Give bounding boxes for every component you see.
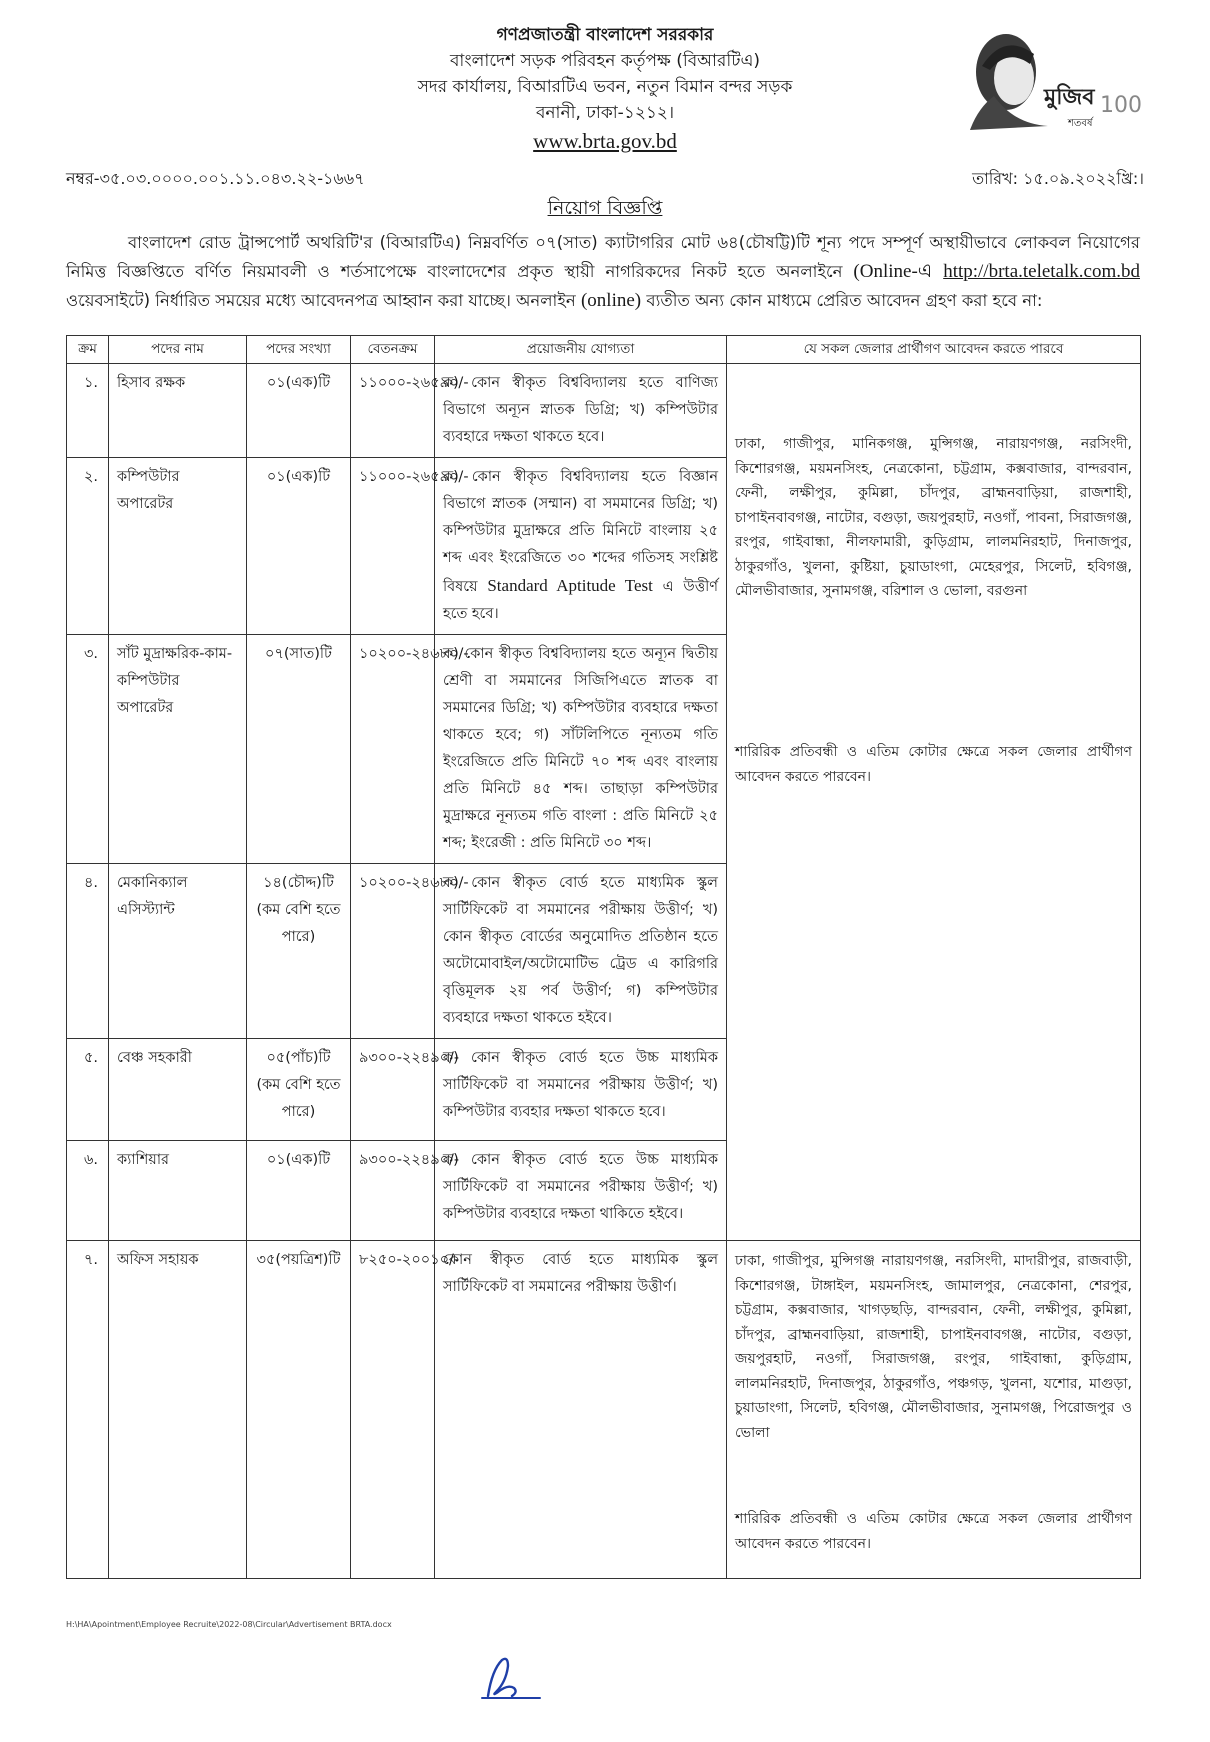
quota-note-2: শারিরিক প্রতিবন্ধী ও এতিম কোটার ক্ষেত্রে সকল জেলার প্রার্থীগণ আবেদন করতে পারবেন।: [735, 1511, 1132, 1552]
districts-list-2: ঢাকা, গাজীপুর, মুন্সিগঞ্জ নারায়ণগঞ্জ, নরসিংদী, মাদারীপুর, রাজবাড়ী, কিশোরগঞ্জ, টাঙ্গাইল, ময়মনসিংহ, জামালপুর, নেত্রকোনা, শেরপুর, চট্টগ্রাম, কক্সবাজার, খাগড়ছড়ি, বান্দরবান, ফেনী, লক্ষীপুর, কুমিল্লা, চাঁদপুর, ব্রাহ্মনবাড়িয়া, রাজশাহী, চাপাইনবাবগঞ্জ, নাটোর, বগুড়া, জয়পুরহাট, নওগাঁ, সিরাজগঞ্জ, রংপুর, গাইবান্ধা, কুড়িগ্রাম, লালমনিরহাট, দিনাজপুর, ঠাকুরগাঁও, পঞ্চগড়, খুলনা, যশোর, মাগুড়া, চুয়াডাংগা, সিলেট, হবিগঞ্জ, মৌলভীবাজার, সুনামগঞ্জ, পিরোজপুর ও ভোলা: [735, 1253, 1132, 1441]
table-header-row: [67, 336, 1141, 364]
row-post: কম্পিউটার অপারেটর: [109, 458, 247, 635]
row-post: ক্যাশিয়ার: [109, 1141, 247, 1241]
row-post: অফিস সহায়ক: [109, 1241, 247, 1579]
row-count: ০১(এক)টি: [247, 364, 351, 458]
row-post: হিসাব রক্ষক: [109, 364, 247, 458]
header-districts: যে সকল জেলার প্রার্থীগণ আবেদন করতে পারবে: [727, 336, 1141, 364]
row-serial: ৭.: [67, 1241, 109, 1579]
intro-text-2: (Online-এ: [853, 261, 933, 282]
memo-number: নম্বর-৩৫.০৩.০০০০.০০১.১১.০৪৩.২২-১৬৬৭: [66, 169, 365, 188]
row-serial: ৫.: [67, 1039, 109, 1141]
header-serial: ক্রম: [67, 336, 109, 364]
row-scale: ৮২৫০-২০০১০/-: [351, 1241, 435, 1579]
qualification-test-name: Standard Aptitude Test: [487, 576, 653, 595]
row-count: ০১(এক)টি: [247, 458, 351, 635]
table-row: [67, 1241, 1141, 1579]
row-scale: ১০২০০-২৪৬৮০/-: [351, 635, 435, 864]
row-scale: ৯৩০০-২২৪৯০/-: [351, 1039, 435, 1141]
header-count: পদের সংখ্যা: [247, 336, 351, 364]
row-post: মেকানিক্যাল এসিস্ট্যান্ট: [109, 864, 247, 1039]
qualification-text: ক) কোন স্বীকৃত বিশ্ববিদ্যালয় হতে বিজ্ঞান বিভাগে স্নাতক (সম্মান) বা সমমানের ডিগ্রি; খ) কম্পিউটার মুদ্রাক্ষরে প্রতি মিনিটে বাংলায় ২৫ শব্দ এবং ইংরেজিতে ৩০ শব্দের গতিসহ সংশ্লিষ্ট বিষয়ে: [443, 469, 718, 595]
row-qualification: ক) কোন স্বীকৃত বোর্ড হতে উচ্চ মাধ্যমিক সার্টিফিকেট বা সমমানের পরীক্ষায় উত্তীর্ণ; খ) কম্পিউটার ব্যবহার দক্ষতা থাকতে হবে।: [435, 1039, 727, 1141]
row-count: ০১(এক)টি: [247, 1141, 351, 1241]
intro-text-3: ওয়েবসাইটে) নির্ধারিত সময়ের মধ্যে আবেদনপত্র আহ্বান করা যাচ্ছে। অনলাইন: [66, 291, 576, 310]
row-count: ১৪(চৌদ্দ)টি (কম বেশি হতে পারে): [247, 864, 351, 1039]
government-name: গণপ্রজাতন্ত্রী বাংলাদেশ সররকার: [496, 25, 714, 45]
logo-text-sub: শতবর্ষ: [1068, 118, 1093, 129]
file-path: H:\HA\Apointment\Employee Recruite\2022-08\Circular\Advertisement BRTA.docx: [66, 1620, 392, 1629]
districts-cell-group-2: [727, 1241, 1141, 1579]
quota-note-1: শারিরিক প্রতিবন্ধী ও এতিম কোটার ক্ষেত্রে সকল জেলার প্রার্থীগণ আবেদন করতে পারবেন।: [735, 744, 1132, 785]
row-qualification: কোন স্বীকৃত বোর্ড হতে মাধ্যমিক স্কুল সার্টিফিকেট বা সমমানের পরীক্ষায় উত্তীর্ণ।: [435, 1241, 727, 1579]
intro-text-1: বাংলাদেশ রোড ট্রান্সপোর্ট অথরিটি'র (বিআরটিএ) নিম্নবর্ণিত ০৭(সাত) ক্যাটাগরির মোট ৬৪(চৌষট্টি)টি শূন্য পদে সম্পূর্ণ অস্থায়ীভাবে লোকবল নিয়োগের নিমিত্ত বিজ্ঞপ্তিতে বর্ণিত নিয়মাবলী ও শর্তসাপেক্ষে বাংলাদেশের প্রকৃত স্থায়ী নাগরিকদের নিকট হতে অনলাইনে: [66, 233, 1140, 281]
row-count: ০৫(পাঁচ)টি (কম বেশি হতে পারে): [247, 1039, 351, 1141]
row-count: ০৭(সাত)টি: [247, 635, 351, 864]
row-post: সাঁট মুদ্রাক্ষরিক-কাম-কম্পিউটার অপারেটর: [109, 635, 247, 864]
signature-icon: [478, 1652, 544, 1706]
logo-text-years: 100: [1100, 93, 1142, 118]
row-qualification: ক) কোন স্বীকৃত বোর্ড হতে মাধ্যমিক স্কুল সার্টিফিকেট বা সমমানের পরীক্ষায় উত্তীর্ণ; খ) কোন স্বীকৃত বোর্ডের অনুমোদিত প্রতিষ্ঠান হতে অটোমোবাইল/অটোমোটিভ ট্রেড এ কারিগরি বৃত্তিমূলক ২য় পর্ব উত্তীর্ণ; গ) কম্পিউটার ব্যবহারে দক্ষতা থাকতে হইবে।: [435, 864, 727, 1039]
row-serial: ৩.: [67, 635, 109, 864]
logo-text-main: মুজিব: [1044, 85, 1095, 110]
row-serial: ২.: [67, 458, 109, 635]
intro-text-5: ব্যতীত অন্য কোন মাধ্যমে প্রেরিত আবেদন গ্রহণ করা হবে না:: [646, 291, 1043, 310]
row-serial: ৬.: [67, 1141, 109, 1241]
address-line-1: সদর কার্যালয়, বিআরটিএ ভবন, নতুন বিমান বন্দর সড়ক: [417, 77, 793, 97]
row-serial: ১.: [67, 364, 109, 458]
row-scale: ৯৩০০-২২৪৯০/-: [351, 1141, 435, 1241]
districts-cell-group-1: [727, 364, 1141, 1241]
authority-name: বাংলাদেশ সড়ক পরিবহন কর্তৃপক্ষ (বিআরটিএ): [449, 51, 761, 71]
table-row: [67, 364, 1141, 458]
row-post: বেঞ্চ সহকারী: [109, 1039, 247, 1141]
address-line-2: বনানী, ঢাকা-১২১২।: [535, 103, 675, 123]
intro-paragraph: [66, 228, 1140, 315]
row-scale: ১১০০০-২৬৫৯০/-: [351, 458, 435, 635]
header-qualification: প্রয়োজনীয় যোগ্যতা: [435, 336, 727, 364]
mujib-borsho-logo-icon: [964, 26, 1142, 136]
row-qualification: ক) কোন স্বীকৃত বোর্ড হতে উচ্চ মাধ্যমিক সার্টিফিকেট বা সমমানের পরীক্ষায় উত্তীর্ণ; খ) কম্পিউটার ব্যবহারে দক্ষতা থাকিতে হইবে।: [435, 1141, 727, 1241]
row-count: ৩৫(পয়ত্রিশ)টি: [247, 1241, 351, 1579]
row-scale: ১০২০০-২৪৬৮০/-: [351, 864, 435, 1039]
row-serial: ৪.: [67, 864, 109, 1039]
qualification-tail: এ উত্তীর্ণ হতে হবে।: [443, 579, 718, 622]
memo-date: তারিখ: ১৫.০৯.২০২২খ্রি:।: [972, 169, 1144, 188]
website-link[interactable]: www.brta.gov.bd: [533, 129, 677, 153]
districts-list-1: ঢাকা, গাজীপুর, মানিকগঞ্জ, মুন্সিগঞ্জ, নারায়ণগঞ্জ, নরসিংদী, কিশোরগঞ্জ, ময়মনসিংহ, নেত্রকোনা, চট্টগ্রাম, কক্সবাজার, বান্দরবান, ফেনী, লক্ষীপুর, কুমিল্লা, চাঁদপুর, ব্রাহ্মনবাড়িয়া, রাজশাহী, চাপাইনবাবগঞ্জ, নাটোর, বগুড়া, জয়পুরহাট, নওগাঁ, পাবনা, সিরাজগঞ্জ, রংপুর, গাইবান্ধা, নীলফামারী, কুড়িগ্রাম, লালমনিরহাট, দিনাজপুর, ঠাকুরগাঁও, খুলনা, কুষ্টিয়া, চুয়াডাংগা, মেহেরপুর, সিলেট, হবিগঞ্জ, মৌলভীবাজার, সুনামগঞ্জ, বরিশাল ও ভোলা, বরগুনা: [735, 436, 1132, 599]
vacancy-table: [66, 335, 1141, 1579]
intro-text-4: (online): [580, 290, 642, 311]
application-link[interactable]: http://brta.teletalk.com.bd: [943, 261, 1140, 282]
header-post: পদের নাম: [109, 336, 247, 364]
header-scale: বেতনক্রম: [351, 336, 435, 364]
row-qualification: [435, 458, 727, 635]
notice-title: নিয়োগ বিজ্ঞপ্তি: [547, 197, 663, 219]
row-qualification: ক) কোন স্বীকৃত বিশ্ববিদ্যালয় হতে বাণিজ্য বিভাগে অন্যূন স্নাতক ডিগ্রি; খ) কম্পিউটার ব্যবহারে দক্ষতা থাকতে হবে।: [435, 364, 727, 458]
row-scale: ১১০০০-২৬৫৯০/-: [351, 364, 435, 458]
row-qualification: ক) কোন স্বীকৃত বিশ্ববিদ্যালয় হতে অন্যূন দ্বিতীয় শ্রেণী বা সমমানের সিজিপিএতে স্নাতক বা সমমানের ডিগ্রি; খ) কম্পিউটার ব্যবহারে দক্ষতা থাকতে হবে; গ) সাঁটলিপিতে নূন্যতম গতি ইংরেজিতে প্রতি মিনিটে ৭০ শব্দ এবং বাংলায় প্রতি মিনিটে ৪৫ শব্দ। তাছাড়া কম্পিউটার মুদ্রাক্ষরে নূন্যতম গতি বাংলা : প্রতি মিনিটে ২৫ শব্দ; ইংরেজী : প্রতি মিনিটে ৩০ শব্দ।: [435, 635, 727, 864]
